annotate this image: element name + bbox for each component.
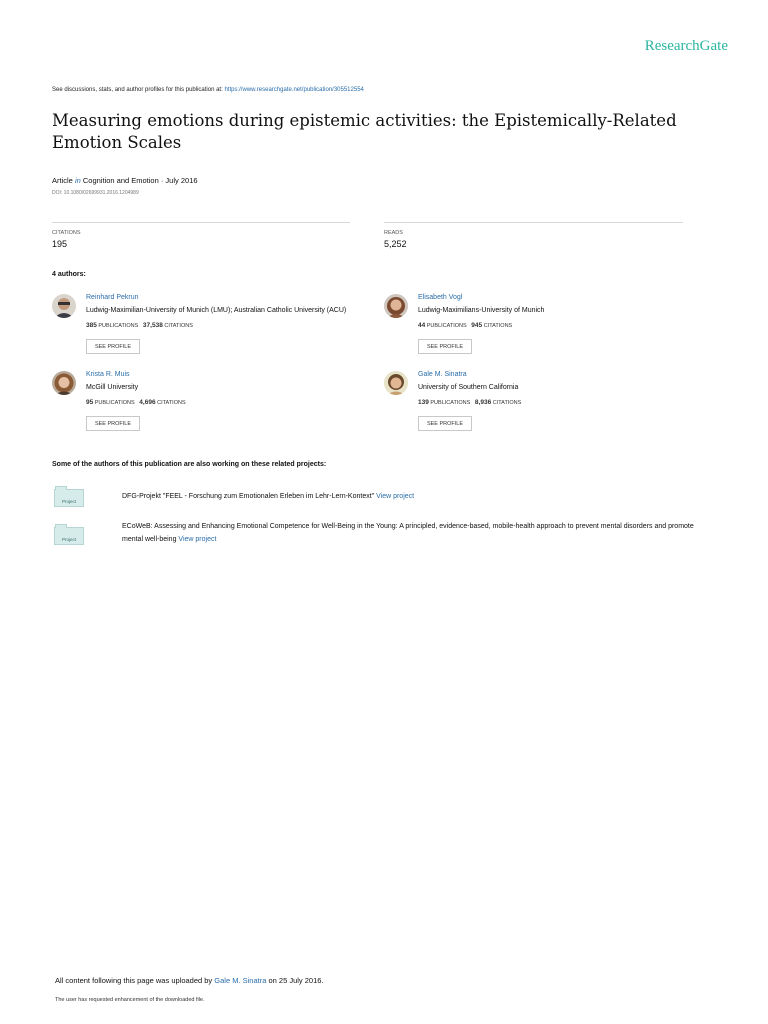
see-profile-button[interactable]: SEE PROFILE bbox=[86, 339, 140, 354]
project-icon-label: Project bbox=[61, 537, 76, 542]
project-icon-label: Project bbox=[61, 499, 76, 504]
author-name[interactable]: Krista R. Muis bbox=[86, 371, 130, 378]
publications-count: 95 bbox=[86, 399, 94, 406]
view-project-link[interactable]: View project bbox=[376, 493, 415, 500]
citations-label: CITATIONS bbox=[492, 400, 522, 406]
view-project-link[interactable]: View project bbox=[178, 536, 217, 543]
author-affiliation: Ludwig-Maximilians-University of Munich bbox=[418, 307, 545, 314]
discussion-notice bbox=[52, 87, 364, 93]
author-stats bbox=[418, 322, 512, 329]
avatar[interactable] bbox=[52, 371, 76, 395]
citations-label: CITATIONS bbox=[157, 400, 186, 406]
author-affiliation: University of Southern California bbox=[418, 384, 519, 391]
citations-label: CITATIONS bbox=[483, 323, 513, 329]
citations-label: CITATIONS bbox=[52, 230, 81, 236]
see-profile-button[interactable]: SEE PROFILE bbox=[86, 416, 140, 431]
author-stats bbox=[86, 322, 193, 329]
upload-suffix: on 25 July 2016. bbox=[266, 976, 324, 985]
author-card bbox=[52, 371, 372, 441]
publications-count: 139 bbox=[418, 399, 429, 406]
author-name[interactable]: Gale M. Sinatra bbox=[418, 371, 467, 378]
in-label: in bbox=[74, 176, 81, 185]
article-type: Article bbox=[52, 176, 73, 185]
reads-value: 5,252 bbox=[384, 239, 407, 249]
citations-count: 4,696 bbox=[139, 399, 156, 406]
project-title: DFG-Projekt "FEEL - Forschung zum Emotionalen Erleben im Lehr-Lern-Kontext" bbox=[122, 493, 377, 500]
upload-notice bbox=[55, 976, 324, 985]
publications-count: 44 bbox=[418, 322, 426, 329]
divider-right bbox=[384, 222, 683, 223]
citations-count: 37,538 bbox=[142, 322, 163, 329]
author-card bbox=[384, 294, 704, 364]
avatar[interactable] bbox=[384, 294, 408, 318]
project-folder-icon bbox=[54, 527, 84, 545]
see-profile-button[interactable]: SEE PROFILE bbox=[418, 416, 472, 431]
publication-date: · July 2016 bbox=[158, 176, 198, 185]
publications-label: PUBLICATIONS bbox=[430, 400, 471, 406]
author-name[interactable]: Elisabeth Vogl bbox=[418, 294, 463, 301]
citations-count: 945 bbox=[471, 322, 483, 329]
citations-label: CITATIONS bbox=[164, 323, 193, 329]
uploader-link[interactable]: Gale M. Sinatra bbox=[214, 976, 267, 985]
divider-left bbox=[52, 222, 350, 223]
upload-prefix: All content following this page was uploaded by bbox=[55, 976, 215, 985]
author-card bbox=[384, 371, 704, 441]
publications-count: 385 bbox=[86, 322, 97, 329]
related-projects-heading: Some of the authors of this publication are also working on these related projects: bbox=[52, 461, 327, 468]
author-card bbox=[52, 294, 372, 364]
citations-value: 195 bbox=[52, 239, 68, 249]
researchgate-logo[interactable]: ResearchGate bbox=[644, 38, 728, 54]
citations-count: 8,936 bbox=[474, 399, 492, 406]
enhancement-note: The user has requested enhancement of the downloaded file. bbox=[55, 997, 205, 1003]
project-title: ECoWeB: Assessing and Enhancing Emotional Competence for Well-Being in the Young: A principled, evidence-based, mobile-health approach to prevent mental disorders and promote mental well-being bbox=[122, 523, 694, 543]
author-affiliation: McGill University bbox=[86, 384, 139, 391]
journal-name: Cognition and Emotion bbox=[82, 176, 159, 185]
paper-title: Measuring emotions during epistemic activities: the Epistemically-Related Emotion Scales bbox=[52, 111, 677, 152]
publications-label: PUBLICATIONS bbox=[426, 323, 467, 329]
publications-label: PUBLICATIONS bbox=[98, 323, 139, 329]
author-stats bbox=[86, 399, 186, 406]
author-name[interactable]: Reinhard Pekrun bbox=[86, 294, 139, 301]
project-item bbox=[122, 490, 692, 503]
article-meta bbox=[52, 176, 198, 185]
publications-label: PUBLICATIONS bbox=[94, 400, 135, 406]
authors-heading: 4 authors: bbox=[52, 271, 86, 278]
doi: DOI: 10.1080/02699931.2016.1204989 bbox=[52, 190, 139, 196]
reads-label: READS bbox=[384, 230, 403, 236]
author-stats bbox=[418, 399, 521, 406]
avatar[interactable] bbox=[384, 371, 408, 395]
project-folder-icon bbox=[54, 489, 84, 507]
see-profile-button[interactable]: SEE PROFILE bbox=[418, 339, 472, 354]
avatar[interactable] bbox=[52, 294, 76, 318]
project-item bbox=[122, 520, 702, 546]
publication-url-link[interactable]: https://www.researchgate.net/publication/305512554 bbox=[224, 87, 364, 93]
author-affiliation: Ludwig-Maximilian-University of Munich (LMU); Australian Catholic University (ACU) bbox=[86, 307, 347, 314]
discussion-text: See discussions, stats, and author profiles for this publication at: bbox=[52, 87, 225, 93]
